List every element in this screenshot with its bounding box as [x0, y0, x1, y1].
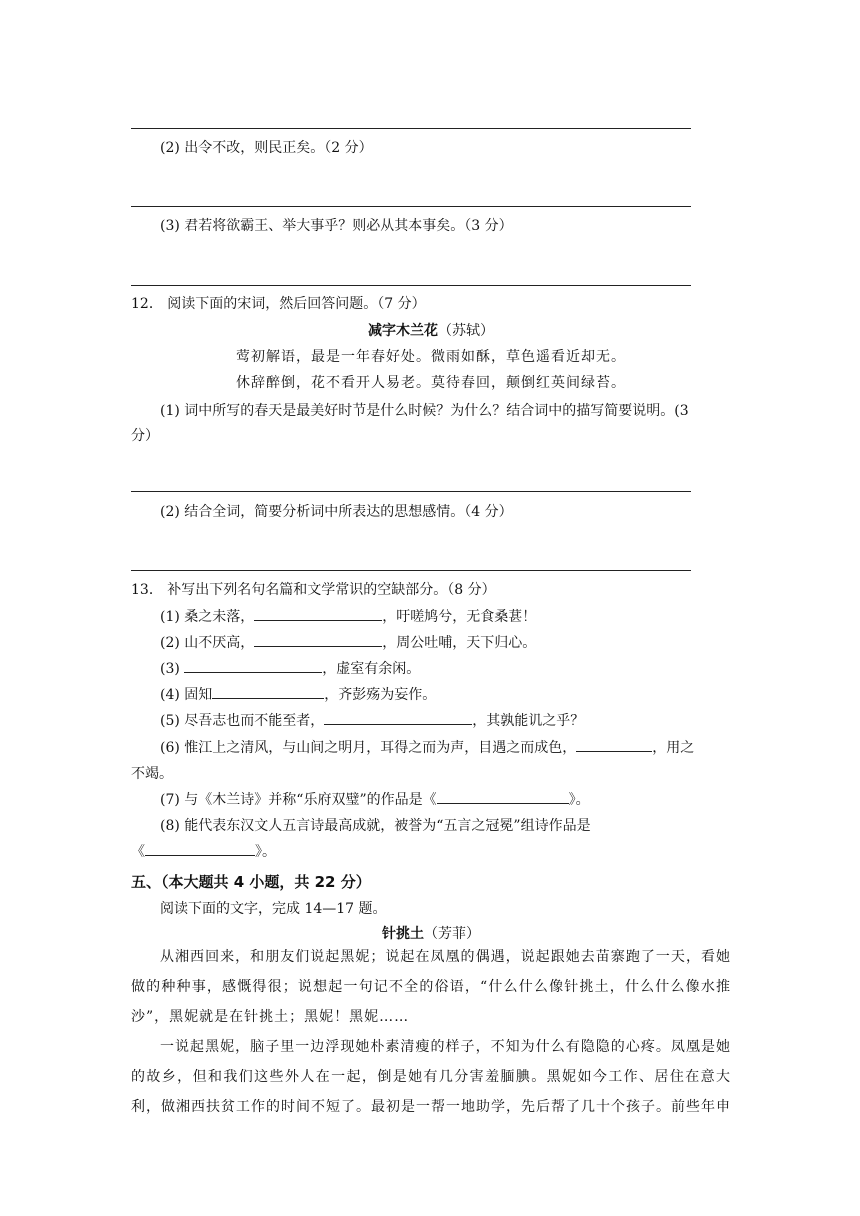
fill-blank[interactable] [212, 684, 324, 699]
q13-item-5-text-b: ，其孰能讥之乎？ [472, 713, 585, 729]
q13-item-5-text: (5) 尽吾志也而不能至者， [160, 713, 325, 729]
section-instruction: 阅读下面的文字，完成 14—17 题。 [160, 901, 387, 917]
fill-blank[interactable] [184, 658, 322, 673]
q12-sub-2: (2) 结合全词，简要分析词中所表达的思想感情。（4 分） [160, 504, 513, 520]
q13-item-8-cont [131, 841, 276, 861]
q11-item-3: (3) 君若将欲霸王、举大事乎？则必从其本事矣。（3 分） [160, 218, 513, 234]
poem-line-2: 休辞醉倒，花不看开人易老。莫待春回，颠倒红英间绿苔。 [236, 375, 626, 391]
answer-line [131, 285, 691, 286]
q13-item-7 [160, 789, 590, 809]
q13-item-8-text-c: 》。 [255, 844, 276, 860]
answer-line [131, 491, 691, 492]
fill-blank[interactable] [576, 737, 652, 752]
q13-item-1-text-b: ，吁嗟鸠兮，无食桑葚！ [382, 609, 537, 625]
poem-heading [131, 320, 731, 340]
q13-item-2 [160, 632, 536, 652]
q13-item-6-text: (6) 惟江上之清风，与山间之明月，耳得之而为声，目遇之而成色， [160, 740, 577, 756]
article-paragraph-2: 一说起黑妮，脑子里一边浮现她朴素清瘦的样子，不知为什么有隐隐的心疼。凤凰是她的故乡，但和我们这些外人在一起，倒是她有几分害羞腼腆。黑妮如今工作、居住在意大利，做湘西扶贫工作的时间不短了。最初是一帮一地助学，先后帮了几十个孩子。前些年申 [131, 1039, 731, 1115]
q13-item-7-text: (7) 与《木兰诗》并称“乐府双璧”的作品是《 [160, 792, 437, 808]
q13-item-2-text-b: ，周公吐哺，天下归心。 [382, 635, 537, 651]
q13-item-6 [160, 737, 694, 757]
q13-item-4-text: (4) 固知 [160, 687, 213, 703]
q13-item-1-text: (1) 桑之未落， [160, 609, 255, 625]
poem-author: （苏轼） [438, 323, 494, 339]
q13-item-5 [160, 710, 584, 730]
article-author: （芳菲） [424, 926, 480, 942]
article-title: 针挑土 [382, 926, 424, 942]
poem-line-1: 莺初解语，最是一年春好处。微雨如酥，草色遥看近却无。 [236, 349, 626, 365]
q12-stem: 12． 阅读下面的宋词，然后回答问题。（7 分） [131, 296, 426, 312]
answer-line [131, 128, 691, 129]
q13-item-8-text-b: 《 [131, 844, 145, 860]
q12-sub-1: (1) 词中所写的春天是最美好时节是什么时候？为什么？结合词中的描写简要说明。(3 [160, 403, 689, 419]
article-heading [131, 923, 731, 943]
q13-item-7-text-b: 》。 [568, 792, 590, 808]
answer-line [131, 206, 691, 207]
q13-item-6-cont: 不竭。 [131, 766, 173, 782]
fill-blank[interactable] [254, 632, 382, 647]
poem-title: 减字木兰花 [368, 323, 438, 339]
section-heading: 五、（本大题共 4 小题，共 22 分） [131, 873, 371, 891]
q13-stem: 13． 补写出下列名句名篇和文学常识的空缺部分。（8 分） [131, 582, 496, 598]
q13-item-6-text-b: ，用之 [652, 740, 695, 756]
q13-item-3 [160, 658, 420, 678]
q13-item-4 [160, 684, 436, 704]
fill-blank[interactable] [254, 606, 382, 621]
q12-sub-1-cont: 分） [131, 428, 159, 444]
fill-blank[interactable] [324, 710, 472, 725]
fill-blank[interactable] [437, 789, 569, 804]
q11-item-2: (2) 出令不改，则民正矣。（2 分） [160, 140, 373, 156]
q13-item-1 [160, 606, 536, 626]
q13-item-3-text-b: ，虚室有余闲。 [322, 661, 421, 677]
answer-line [131, 570, 691, 571]
q13-item-8: (8) 能代表东汉文人五言诗最高成就，被誉为“五言之冠冕”组诗作品是 [160, 818, 591, 834]
q13-item-4-text-b: ，齐彭殇为妄作。 [324, 687, 437, 703]
q13-item-2-text: (2) 山不厌高， [160, 635, 255, 651]
fill-blank[interactable] [145, 841, 255, 856]
article-paragraph-1: 从湘西回来，和朋友们说起黑妮；说起在凤凰的偶遇，说起跟她去苗寨跑了一天，看她做的种种事，感慨得很；说想起一句记不全的俗语，“什么什么像针挑土，什么什么像水推沙”，黑妮就是在针挑土；黑妮！黑妮…… [131, 949, 731, 1025]
q13-item-3-text: (3) [160, 661, 185, 677]
